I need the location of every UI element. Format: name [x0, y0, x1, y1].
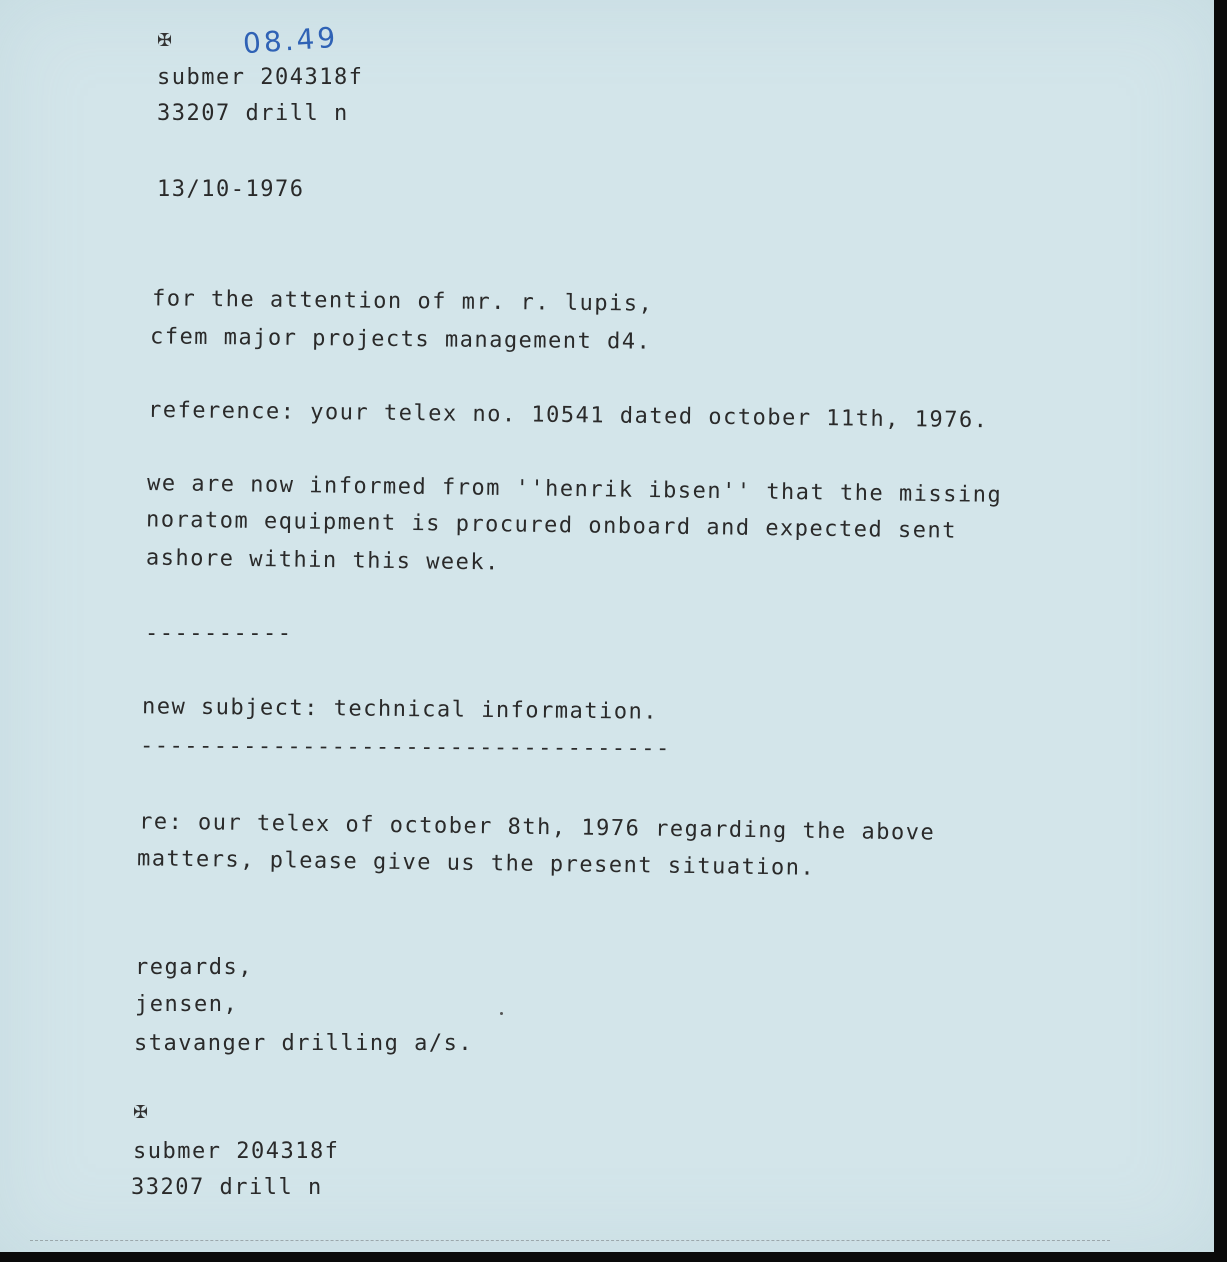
paper-edge-noise: [30, 1240, 1110, 1245]
body-line-3: ashore within this week.: [145, 545, 501, 576]
telex-date: 13/10-1976: [157, 177, 305, 202]
reference-line: reference: your telex no. 10541 dated october 11th, 1976.: [147, 397, 989, 434]
scan-border-right: [1214, 0, 1227, 1262]
answerback-sender: submer 204318f: [157, 65, 364, 90]
footer-answerback-sender: submer 204318f: [133, 1139, 340, 1164]
attention-line-1: for the attention of mr. r. lupis,: [151, 286, 654, 317]
paper-speck: [500, 1012, 503, 1015]
body-2-line-2: matters, please give us the present situation.: [136, 846, 816, 881]
scan-border-bottom: [0, 1252, 1227, 1262]
attention-line-2: cfem major projects management d4.: [149, 324, 652, 355]
separator-long: ------------------------------------: [139, 733, 671, 762]
body-line-1: we are now informed from ''henrik ibsen'' that the missing: [146, 471, 1003, 508]
cross-icon: ✠: [157, 30, 173, 51]
body-2-line-1: re: our telex of october 8th, 1976 regarding the above: [138, 809, 936, 846]
new-subject-line: new subject: technical information.: [141, 694, 659, 725]
body-line-2: noratom equipment is procured onboard and expected sent: [145, 507, 958, 544]
closing-regards: regards,: [135, 955, 253, 980]
answerback-receiver: 33207 drill n: [157, 101, 349, 126]
handwritten-note: 08.49: [241, 20, 340, 61]
closing-name: jensen,: [135, 992, 239, 1017]
footer-answerback-receiver: 33207 drill n: [131, 1175, 323, 1200]
separator-short: ----------: [145, 621, 293, 646]
closing-company: stavanger drilling a/s.: [134, 1031, 474, 1056]
cross-icon-footer: ✠: [133, 1102, 149, 1123]
